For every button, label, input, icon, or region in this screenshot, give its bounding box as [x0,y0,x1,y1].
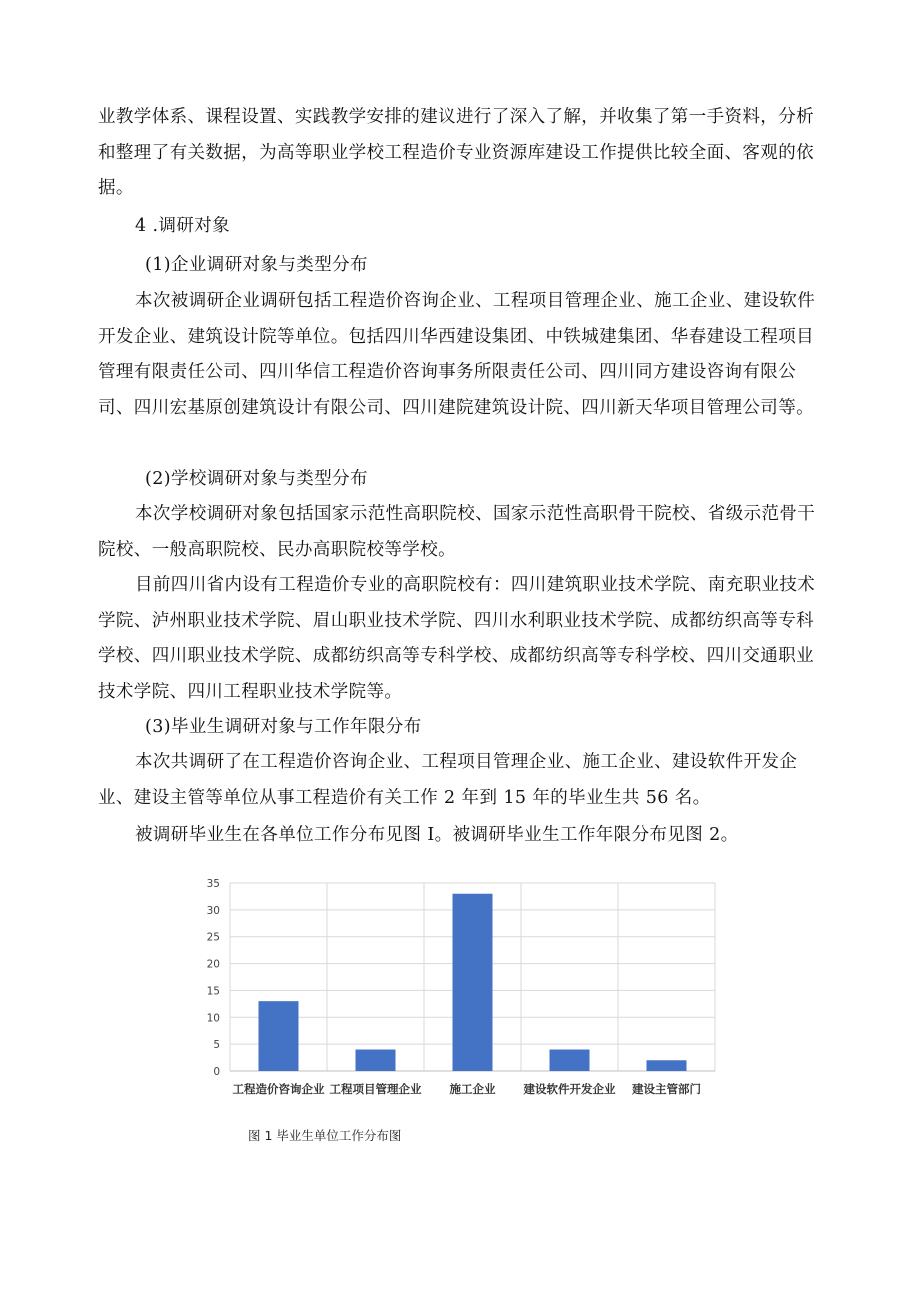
x-category-label: 建设主管部门 [632,1082,701,1096]
bar [647,1060,687,1071]
bar [356,1050,396,1071]
y-tick-label: 35 [206,878,220,890]
bar-chart [188,868,726,1133]
figure-caption: 图 1 毕业生单位工作分布图 [248,1128,402,1143]
x-category-label: 建设软件开发企业 [523,1082,616,1096]
y-tick-label: 0 [213,1066,220,1078]
bar-chart-svg [188,868,726,1133]
paragraph-enterprise: 本次被调研企业调研包括工程造价咨询企业、工程项目管理企业、施工企业、建设软件开发企业、建筑设计院等单位。包括四川华西建设集团、中铁城建集团、华春建设工程项目管理有限责任公司、四川华信工程造价咨询事务所限责任公司、四川同方建设咨询有限公司、四川宏基原创建筑设计有限公司、四川建院建筑设计院、四川新天华项目管理公司等。 [98,291,816,418]
subheading-2: (2)学校调研对象与类型分布 [145,469,368,489]
y-tick-label: 15 [206,985,220,998]
bar [453,894,493,1071]
y-tick-label: 5 [213,1039,220,1052]
subheading-1: (1)企业调研对象与类型分布 [145,255,368,275]
y-tick-label: 10 [206,1012,220,1025]
y-tick-label: 20 [206,958,220,971]
bar [550,1050,590,1071]
paragraph-graduates: 本次共调研了在工程造价咨询企业、工程项目管理企业、施工企业、建设软件开发企业、建设主管等单位从事工程造价有关工作 2 年到 15 年的毕业生共 56 名。 [98,752,798,808]
bar [259,1001,299,1071]
paragraph-figure-reference: 被调研毕业生在各单位工作分布见图 I。被调研毕业生工作年限分布见图 2。 [135,825,739,845]
y-tick-label: 30 [206,904,220,917]
paragraph-school-list: 目前四川省内设有工程造价专业的高职院校有：四川建筑职业技术学院、南充职业技术学院、泸州职业技术学院、眉山职业技术学院、四川水利职业技术学院、成都纺织高等专科学校、四川职业技术学院、成都纺织高等专科学校、成都纺织高等专科学校、四川交通职业技术学院、四川工程职业技术学院等。 [98,575,816,702]
x-category-label: 工程项目管理企业 [329,1082,422,1096]
x-category-label: 施工企业 [449,1082,496,1096]
subheading-3: (3)毕业生调研对象与工作年限分布 [145,717,422,737]
paragraph-school-types: 本次学校调研对象包括国家示范性高职院校、国家示范性高职骨干院校、省级示范骨干院校、一般高职院校、民办高职院校等学校。 [98,504,816,560]
paragraph-intro-continued: 业教学体系、课程设置、实践教学安排的建议进行了深入了解，并收集了第一手资料，分析和整理了有关数据，为高等职业学校工程造价专业资源库建设工作提供比较全面、客观的依据。 [98,107,814,198]
y-tick-label: 25 [206,931,220,944]
section-heading-4: 4 .调研对象 [135,216,231,236]
x-category-label: 工程造价咨询企业 [232,1082,325,1096]
